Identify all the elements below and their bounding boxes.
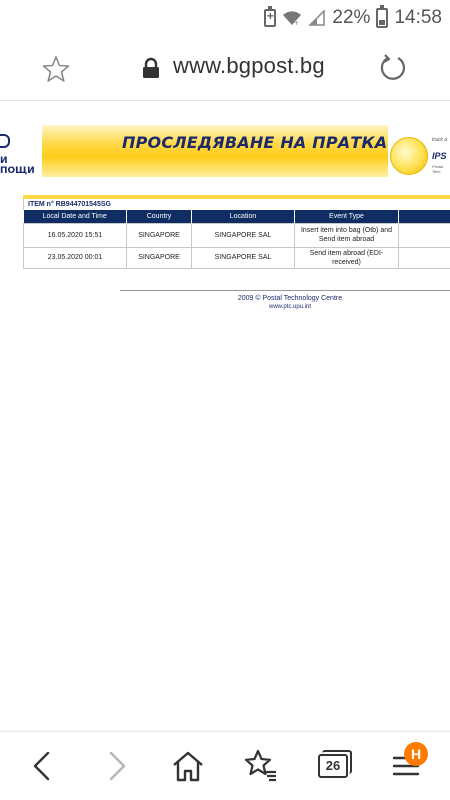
cell-event-type: Send item abroad (EDI-received) — [295, 247, 399, 268]
column-header-location: Location — [192, 210, 295, 223]
footer-copyright: 2009 © Postal Technology Centre — [237, 295, 343, 302]
cell-country: SINGAPORE — [127, 223, 192, 247]
svg-text:+: + — [294, 20, 300, 26]
table-row — [24, 223, 450, 247]
table-header-row — [24, 210, 450, 223]
signal-icon — [308, 10, 326, 26]
bgpost-logo-mark — [0, 134, 10, 148]
events-table — [23, 210, 450, 269]
address-bar — [0, 36, 450, 100]
column-header-country: Country — [127, 210, 192, 223]
bookmarks-icon[interactable] — [243, 748, 279, 784]
menu-notification-badge: H — [404, 742, 428, 766]
url-text[interactable]: www.bgpost.bg — [173, 53, 325, 78]
browser-bottom-nav — [0, 731, 450, 800]
ips-tagline: track a — [432, 137, 448, 143]
tracking-banner — [0, 125, 450, 177]
web-page — [0, 101, 450, 731]
ips-label: IPS — [432, 151, 447, 161]
tabs-button[interactable] — [316, 748, 352, 784]
table-row — [24, 247, 450, 268]
footer-divider — [120, 290, 450, 291]
home-icon[interactable] — [170, 748, 206, 784]
column-header-extra — [399, 210, 450, 223]
battery-icon — [376, 8, 388, 28]
bgpost-logo-text: И ПОЩИ — [0, 156, 35, 176]
reload-icon[interactable] — [378, 53, 408, 83]
cell-date: 16.05.2020 15:51 — [24, 223, 127, 247]
battery-percent: 22% — [332, 7, 371, 28]
cell-date: 23.05.2020 00:01 — [24, 247, 127, 268]
tab-count: 26 — [318, 754, 348, 778]
item-number: ITEM n° RB944701545SG — [23, 199, 450, 210]
bgpost-logo — [0, 125, 42, 177]
cell-country: SINGAPORE — [127, 247, 192, 268]
lock-icon — [142, 57, 160, 79]
cell-extra — [399, 223, 450, 247]
cell-location: SINGAPORE SAL — [192, 223, 295, 247]
column-header-event-type: Event Type — [295, 210, 399, 223]
status-bar — [0, 0, 450, 36]
ips-globe-icon — [390, 137, 428, 175]
cell-extra — [399, 247, 450, 268]
back-icon[interactable] — [25, 748, 61, 784]
cell-event-type: Insert item into bag (Otb) and Send item abroad — [295, 223, 399, 247]
battery-saver-icon — [264, 9, 276, 27]
forward-icon[interactable] — [98, 748, 134, 784]
column-header-date: Local Date and Time — [24, 210, 127, 223]
status-icons — [264, 5, 442, 31]
ips-subtext: Postal Tech — [432, 164, 444, 174]
banner-title: ПРОСЛЕДЯВАНЕ НА ПРАТКА — [122, 133, 388, 152]
bookmark-star-icon[interactable] — [42, 55, 70, 83]
wifi-icon — [282, 10, 302, 26]
clock: 14:58 — [394, 7, 442, 28]
cell-location: SINGAPORE SAL — [192, 247, 295, 268]
footer-link[interactable]: www.ptc.upu.int — [268, 304, 312, 310]
